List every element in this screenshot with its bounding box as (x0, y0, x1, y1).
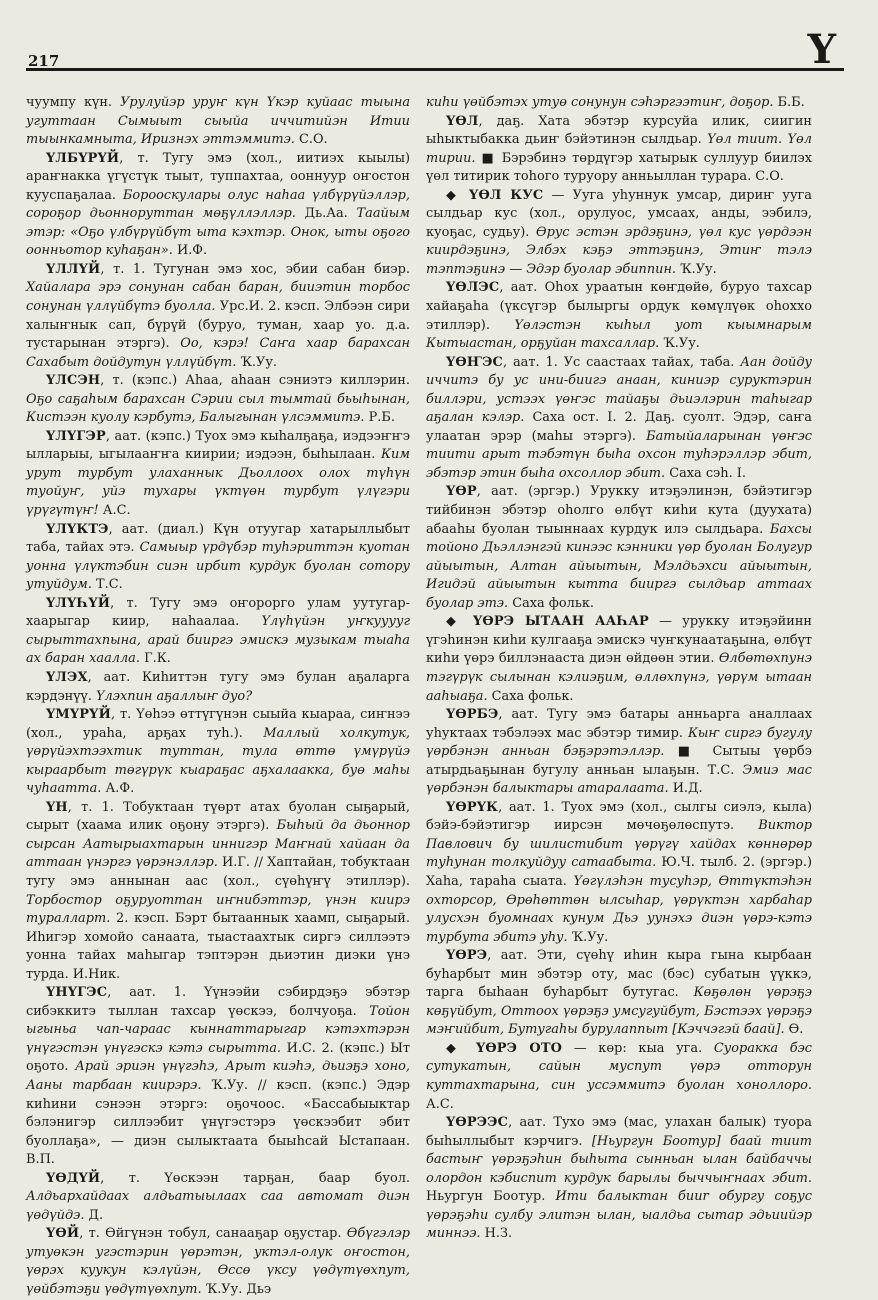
dictionary-entry (426, 799, 812, 947)
dictionary-entry (26, 150, 410, 261)
entry-headword: ҮЛЛҮЙ (46, 261, 101, 277)
entry-example: киһи үөйбэтэх утуө сонунун сэһэргээтиҥ, доҕор. (426, 95, 774, 110)
entry-headword: ҮН (46, 799, 68, 815)
section-letter: Ү (807, 26, 836, 73)
entry-example: Арай эриэн үнүгэһэ, Арыт киэһэ, дьиэҕэ хоно, Ааны тарбаан киирэрэ. (26, 1059, 410, 1093)
entry-definition: , аат. Эти, сүөһү иһин кыра гына кырбаан буһарбыт мин эбэтэр оту, мас (бэс) субатын үүккэ, тарга быһаан буһарбыт бутугас. (426, 948, 812, 1001)
entry-source: Ө. (784, 1022, 804, 1038)
entry-source: Саха фольк. (508, 595, 595, 611)
dictionary-entry (26, 94, 410, 150)
dictionary-entry (426, 947, 812, 1040)
dictionary-entry (26, 669, 410, 706)
entry-example: Үлэхпин аҕаллыҥ дуо? (96, 688, 253, 704)
dictionary-entry (26, 261, 410, 372)
entry-example: Үлүһүйэн уҥкууууг сырыттахпына, арай бииргэ эмискэ музыкам тыаһа ах баран хаалла. (26, 614, 410, 667)
entry-source: Ҡ.Уу. Дьэ (201, 1282, 272, 1297)
dictionary-entry (426, 354, 812, 484)
entry-source: С.О. (294, 132, 328, 148)
entry-headword: ◆ ҮӨРЭ ЫТААН ААҺАР (446, 614, 649, 630)
entry-headword: ҮЛБҮРҮЙ (46, 150, 120, 166)
dictionary-entry (26, 595, 410, 669)
entry-definition: , аат. (диал.) Күн отуугар хатарыллыбыт таба, тайах этэ. (26, 521, 410, 556)
entry-definition: , т. (кэпс.) Аһаа, аһаан сэниэтэ киллэрин. (100, 373, 410, 389)
entry-example: Өбүгэлэр утуөкэн угэстэрин үөрэтэн, уктэл-олук оҥостон, үөрэх куукун кэлүйэн, Өссө үксу үөдүтүөхпут, үөйбэтэҕи үөдүтүөхпут. (26, 1226, 410, 1297)
entry-source: Ҡ.Уу. (567, 929, 609, 945)
entry-example: Хайалара эрэ сонунан сабан баран, бииэтин торбос сонунан үллүйбүтэ буолла. (26, 280, 410, 315)
entry-source: И.Ф. (172, 243, 208, 259)
entry-source: Ҡ.Уу. // кэсп. (кэпс.) Эдэр киһини сэнээн этэргэ: оҕочоос. «Бассабыыктар бэлэнигэр силлээбит үнүгэстэрэ үөскээбит эбит буоллаҕа», — диэн сылыктаата быыһсай Ыстапаан. В.П. (26, 1077, 411, 1168)
entry-headword: ҮМҮРҮЙ (46, 707, 111, 723)
right-column (426, 94, 813, 1242)
entry-definition: , т. Үөһээ өттүгүнэн сыыйа кыараа, сиҥнээ (хол., ураһа, арҕах туһ.). (26, 707, 410, 741)
entry-example: Батыйаларынан үөҥэс тиити арыт тэбэтүн быһа охсон туһэрэллэр эбит, эбэтэр этин быһа охсоллор эбит. (426, 428, 812, 481)
entry-source: А.Ф. (101, 781, 135, 797)
entry-source: Т.С. (91, 577, 123, 593)
entry-headword: ҮЛҮКТЭ (46, 521, 109, 537)
entry-headword: ҮӨҤЭС (446, 354, 503, 370)
dictionary-entry (26, 984, 410, 1169)
entry-source: Д. (84, 1207, 104, 1223)
entry-example: Торбостор оҕуруоттан иҥнибэттэр, үнэн киирэ туралларт. (26, 892, 410, 927)
dictionary-entry (26, 1225, 410, 1299)
entry-example: Виктор Павлович бу шилистибит үөрүгү хайдах көннөрөр туһунан толкуйдуу сатаабыта. (426, 818, 812, 871)
entry-definition: , аат. Оһох ураатын көҥдөйө, буруо тахсар хайаҕаһа (үксүгэр былыргы ордук көмүлүөк оһоххо этиллэр). (426, 280, 812, 333)
entry-example: Өрус эстэн эрдэҕинэ, үөл кус үөрдээн киирдэҕинэ, Элбэх кэҕэ эттэҕинэ, Этиҥ тэлэ тэптэҕинэ — Эдэр буолар эбиппин. (426, 224, 812, 277)
dictionary-entry (426, 94, 812, 113)
entry-definition: , т. 1. Тугунан эмэ хос, эбии сабан биэр. (100, 261, 410, 277)
entry-source: Н.З. (480, 1226, 513, 1242)
entry-example: Борооскулары олус наһаа үлбүрүйэллэр, сороҕор дьонноруттан мөҕүллэллэр. (26, 187, 411, 222)
page-number: 217 (28, 52, 60, 70)
dictionary-entry (426, 187, 812, 280)
entry-example: Быһый да дьоннор сырсан Аатырыахтарын иннигэр Маҥнай хайаан да аттаан үнэргэ үөрэнэллэр. (26, 818, 411, 871)
entry-source: ■ Сытыы үөрбэ атырдьаҕынан бугулу анньан ылаҕын. Т.С. (426, 744, 812, 778)
entry-example: Урулуйэр уруҥ күн Үкэр куйаас тыына угуттаан Сымыыт сыыйа иччитийэн Итии тыынкамныта, Иризнэх эттэммитэ. (26, 95, 411, 148)
entry-headword: ҮӨЛЭС (446, 280, 500, 296)
entry-headword: ҮЛЭХ (46, 669, 88, 685)
dictionary-entry (426, 706, 812, 799)
entry-source: Саха фольк. (487, 688, 574, 704)
entry-source: ■ Бэрэбинэ төрдүгэр хатырык суллуур биилэх үөл титирик тоһого туруору анньыллан турара. С.О. (426, 150, 812, 185)
entry-source: И.Д. (668, 781, 703, 797)
entry-source: И.Г. // Хаптайан, тобуктаан тугу эмэ аннынан аас (хол., сүөһүҥү этиллэр). (26, 855, 410, 889)
entry-example: Өлбөтөхпунэ тэгүрүк сылынан кэлиэҕим, өллөхпүнэ, үөрүм ытаан ааһыаҕа. (426, 651, 812, 704)
entry-source: Б.Б. (773, 95, 805, 110)
dictionary-entry (26, 1170, 410, 1226)
entry-definition: , аат. Киһиттэн тугу эмэ булан аҕаларга кэрдэнүү. (26, 669, 410, 704)
dictionary-entry (426, 613, 812, 706)
entry-definition: , аат. 1. Туох эмэ (хол., сылгы сиэлэ, кыла) бэйэ-бэйэтигэр иирсэн мөчөҕөлөспутэ. (426, 799, 812, 834)
entry-headword: ◆ ҮӨЛ КУС (446, 187, 544, 203)
entry-example: Маллый холкутук, үөрүйэхтээхтик туттан, тула өттө үмүрүйэ кыраарбыт төгүрүк кыараҕас аҕхалаакка, буө маһы чуһаатта. (26, 725, 410, 797)
entry-example: Үөлэстэн кыһыл уот кыымнарым Кытыастан, орҕуйан тахсаллар. (426, 317, 812, 352)
entry-example: Аан дойду иччитэ бу ус ини-биигэ анаан, киниэр суруктэрин биллэри, устээх үөҥэс тайаҕы дьиэлэрин таһыгар аҕалан кэлэр. (426, 354, 812, 426)
entry-definition: — урукку итэҕэйинн үгэһинэн киһи кулгааҕа эмискэ чуҥкунаатаҕына, өлбүт киһи үөрэ биллэнааста диэн өйдөөн этии. (426, 614, 812, 667)
entry-example: Ити балыктан бииr обургу соҕус үөрэҕэһи сулбу элитэн ылан, ыалдьа сытар эдьиийэр миннээ. (426, 1189, 813, 1242)
entry-example: Ким урут турбут улаханнык Дьоллоох олох түһүн туойуҥ, уйэ тухары үктүөн турбут үлүгэри үрүгүтүҥ! (26, 447, 410, 519)
entry-headword: ◆ ҮӨРЭ ОТО (446, 1040, 563, 1056)
entry-source: Саха ост. I. 2. Даҕ. суолт. Эдэр, саҥа улаатан эрэр (маһы этэргэ). (426, 410, 812, 444)
entry-definition: , аат. 1. Үүнээйи сэбирдэҕэ эбэтэр сибэккитэ тыллан тахсар үөскээ, болчуоҕа. (26, 985, 410, 1019)
entry-example: Кыҥ сиргэ бугулу үөрбэнэн анньан бэҕэрэтэллэр. (426, 725, 812, 760)
entry-source: Ньургун Боотур. (426, 1189, 556, 1205)
entry-definition: , аат. 1. Ус саастаах тайах, таба. (503, 354, 741, 370)
entry-headword: ҮЛҮГЭР (46, 428, 106, 444)
entry-headword: ҮЛҮҺҮЙ (46, 595, 111, 611)
dictionary-entry (26, 521, 410, 595)
entry-definition: , т. Өйгүнэн тобул, санааҕар оҕустар. (79, 1226, 347, 1242)
entry-source: Г.К. (139, 651, 171, 667)
entry-source: И.С. 2. (кэпс.) Ыт оҕото. (26, 1040, 411, 1075)
dictionary-entry (26, 706, 410, 799)
entry-definition: , аат. (кэпс.) Туох эмэ кыһалҕаҕа, иэдээҥҥэ ылларыы, ыгылааҥҥа киирии; иэдээн, быһылаан. (26, 428, 410, 463)
entry-definition: , аат. (эргэр.) Урукку итэҕэлинэн, бэйэтигэр тийбинэн эбэтэр оһолго өлбүт киһи кута (дуухата) абааһы буолан тыыннаах курдук илэ сылдьара. (426, 484, 812, 537)
entry-definition: — көр: кыа уга. (562, 1040, 714, 1056)
dictionary-entry (426, 1040, 812, 1114)
dictionary-entry (426, 279, 812, 353)
entry-example: Суоракка бэс сутукатын, сайын муспут үөрэ отторун куттахтарына, син уссэммитэ буолан хоноллоро. (426, 1040, 812, 1093)
entry-source: Саха сэһ. I. (665, 465, 746, 481)
entry-headword: ҮӨРБЭ (446, 707, 499, 723)
dictionary-entry (26, 428, 410, 521)
entry-source: Дь.Аа. (295, 206, 357, 222)
entry-example: Үөл тиит. Үөл тирии. (426, 132, 812, 166)
entry-example: Үөгүлэһэн тусуһэр, Өттүктэһэн охторсор, Өрөһөттөн ылсыһар, үөрүктэн харбаһар улусхэн буомнаах кунум Дьэ уунэхэ диэн үөрэ-кэтэ турбута эбитэ уһу. (426, 873, 813, 945)
dictionary-entry (426, 483, 812, 613)
dictionary-entry (426, 113, 812, 187)
dictionary-entry (26, 799, 410, 984)
entry-source: А.С. (98, 503, 131, 519)
entry-headword: ҮӨРЭ (446, 948, 488, 964)
entry-source: Ҡ.Уу. (659, 336, 700, 352)
entry-source: Ҡ.Уу. (236, 354, 278, 370)
entry-example: Алдьархайдаах алдьатыылаах саа автомат диэн үөдүйдэ. (26, 1189, 410, 1223)
header-rule (26, 68, 844, 71)
entry-definition: , т. 1. Тобуктаан түөрт атах буолан сыҕарый, сырыт (хаама илик оҕону этэргэ). (26, 799, 410, 834)
entry-example: Көҕөлөн үөрэҕэ көҕүйбут, Оттоох үөрэҕэ умсугуйбут, Бэстээх үөрэҕэ мэҥийбит, Бутугаһы бурулаппыт [Кэччэгэй баай]. (426, 985, 812, 1038)
entry-definition: чуумпу күн. (26, 95, 121, 110)
entry-definition: , аат. Тухо эмэ (мас, улахан балык) туора быһыллыбыт кэрчигэ. (426, 1115, 812, 1149)
entry-example: [Ньургун Боотур] баай тиит бастыҥ үөрэҕэһин быһыта сынньан ылан байбаччы олордон кэбиспит курдук барылы быччыҥнаах эбит. (426, 1133, 812, 1186)
left-column (26, 94, 411, 1297)
entry-headword: ҮӨЙ (46, 1226, 80, 1242)
entry-definition: , т. Үөскээн тарҕан, баар буол. (100, 1170, 410, 1186)
entry-definition: , даҕ. Хата эбэтэр курсуйа илик, сиигин ыһыктыбакка дьиҥ бэйэтинэн сылдьар. (426, 113, 812, 148)
entry-headword: ҮНҮГЭС (46, 985, 108, 1001)
entry-definition: , т. Тугу эмэ (хол., иитиэх кыылы) араҥнакка үгүстүк тыыт, туппахтаа, ооннуур оҥостон кууспаҕалаа. (26, 150, 410, 203)
dictionary-entry (26, 372, 410, 428)
entry-example: Эмиэ мас үөрбэнэн балыктары атаралаата. (426, 762, 812, 797)
entry-example: Оҕо саҕаһым барахсан Сэрии сыл тымтай бьыһынан, Кистээн куолу кэрбутэ, Балыгынан үлсэммитэ. (26, 391, 410, 426)
entry-definition: , аат. Тугу эмэ батары анньарга аналлаах уһуктаах тэбэлээх мас эбэтэр тимир. (426, 707, 812, 741)
entry-source: А.С. (426, 1096, 454, 1112)
entry-source: Урс.И. 2. кэсп. Элбээн сири халыҥнык сап, бүрүй (буруо, туман, хаар уо. д.а. тустарынан этэргэ). (26, 299, 410, 352)
entry-definition: — Ууга уһуннук умсар, дириҥ ууга сылдьар кус (хол., орулуос, умсаах, анды, ээбилэ, куоҕас, судьу). (426, 187, 812, 240)
entry-headword: ҮӨРЭЭС (446, 1115, 509, 1131)
entry-example: Оо, кэрэ! Саҥа хаар барахсан Сахабыт дойдутун үллүйбүт. (26, 336, 411, 370)
entry-headword: ҮЛСЭН (46, 373, 101, 389)
entry-source: Ҡ.Уу. (676, 261, 717, 277)
entry-source: Р.Б. (364, 410, 395, 426)
entry-example: Самыыр үрдүбэр туһэриттэн куотан уонна үлүктэбин сиэн ирбит курдук буолан сотору утуйдум. (26, 540, 410, 593)
entry-headword: ҮӨР (446, 484, 477, 500)
entry-example: Таайым этэр: «Оҕо үлбүрүйбүт ыта кэхтэр. Онок, ыты оҕого оонньотор куһаҕан». (26, 206, 410, 259)
entry-example: Тойон ыгыньа чап-чараас кыннаттарыгар кэтэхтэрэн үнүгэстэн үнүгэскэ кэтэ сырытта. (26, 1003, 410, 1056)
entry-definition: , т. Тугу эмэ оҥорорго улам уутугар-хаарыгар киир, наһаалаа. (26, 595, 410, 630)
entry-headword: ҮӨДҮЙ (46, 1170, 101, 1186)
dictionary-entry (426, 1114, 812, 1244)
entry-source: 2. кэсп. Бэрт бытааннык хаамп, сыҕарый. Иһигэр хомойо санаата, тыастаахтык сиргэ силлээтэ уонна тайах маһыгар тэптэрэн дьиэтин диэки үнэ турда. И.Ник. (26, 911, 410, 982)
entry-headword: ҮӨЛ (446, 113, 479, 129)
entry-headword: ҮӨРҮК (446, 799, 499, 815)
entry-source: Ю.Ч. тылб. 2. (эргэр.) Хаһа, тараһа сыата. (426, 855, 812, 889)
entry-example: Бахсы тойоно Дьэллэнгэй кинээс кэнники үөр буолан Болугур айыытын, Алтан айыытын, Мэлдьэхси айыытын, Игидэй айыытын кытта бииргэ сылдьар аттаах буолар этэ. (426, 521, 812, 611)
